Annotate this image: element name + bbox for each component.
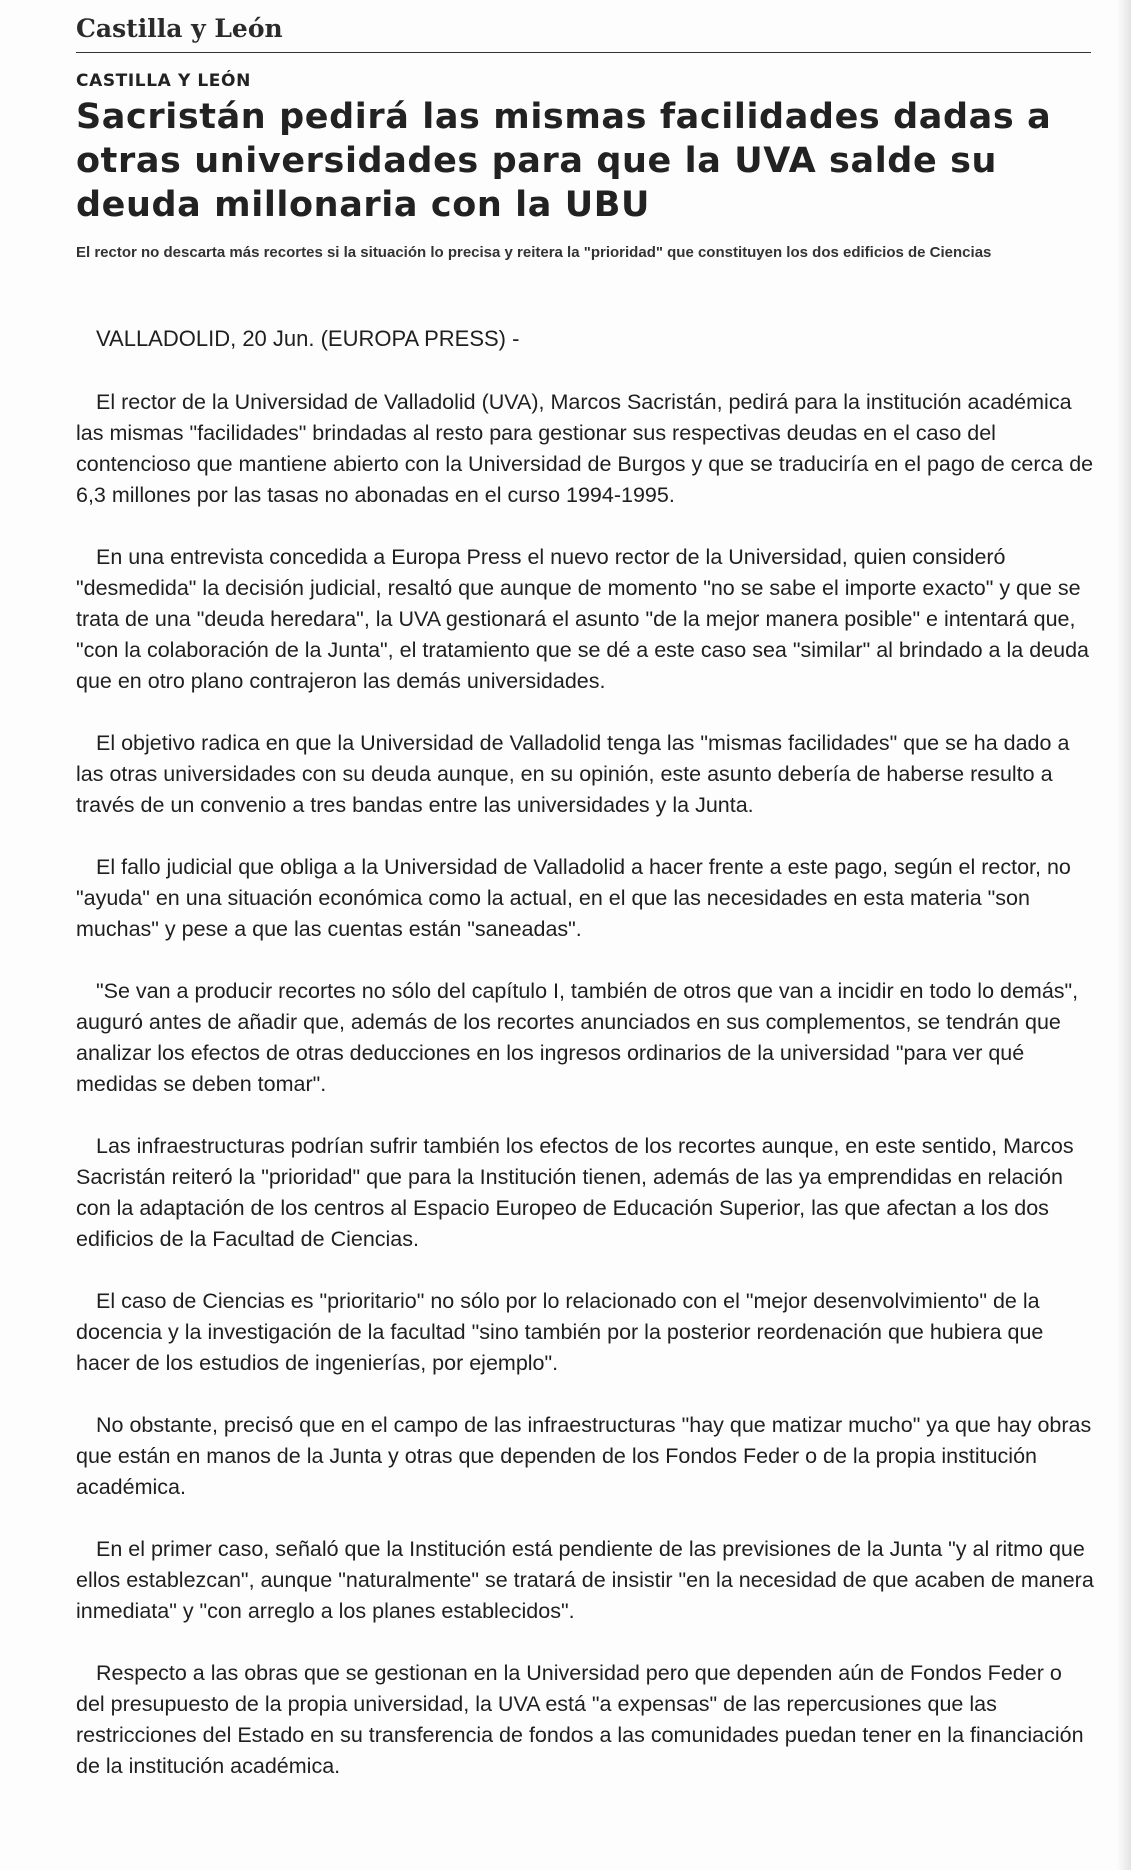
paragraph: El caso de Ciencias es "prioritario" no sólo por lo relacionado con el "mejor desenvolvimiento" de la docencia y la investigación de la facultad "sino también por la posterior reordenación que hubiera que hacer de los estudios de ingenierías, por ejemplo". <box>76 1289 1044 1375</box>
paragraph: En una entrevista concedida a Europa Press el nuevo rector de la Universidad, quien consideró "desmedida" la decisión judicial, resaltó que aunque de momento "no se sabe el importe exacto" y que se trata de una "deuda heredara", la UVA gestionará el asunto "de la mejor manera posible" e intentará que, "con la colaboración de la Junta", el tratamiento que se dé a este caso sea "similar" al brindado a la deuda que en otro plano contrajeron las demás universidades. <box>76 545 1089 693</box>
paragraph: Las infraestructuras podrían sufrir también los efectos de los recortes aunque, en este sentido, Marcos Sacristán reiteró la "prioridad" que para la Institución tienen, además de las ya emprendidas en relación con la adaptación de los centros al Espacio Europeo de Educación Superior, las que afectan a los dos edificios de la Facultad de Ciencias. <box>76 1134 1074 1251</box>
paragraph: En el primer caso, señaló que la Institución está pendiente de las previsiones de la Junta "y al ritmo que ellos establezcan", aunque "naturalmente" se tratará de insistir "en la necesidad de que acaben de manera inmediata" y "con arreglo a los planes establecidos". <box>76 1537 1094 1623</box>
scan-edge-shadow <box>1117 0 1131 1870</box>
subtitle: El rector no descarta más recortes si la situación lo precisa y reitera la "prioridad" que constituyen los dos edificios de Ciencias <box>76 244 992 261</box>
paragraph: Respecto a las obras que se gestionan en la Universidad pero que dependen aún de Fondos Feder o del presupuesto de la propia universidad, la UVA está "a expensas" de las repercusiones que las restricciones del Estado en su transferencia de fondos a las comunidades puedan tener en la financiación de la institución académica. <box>76 1661 1084 1778</box>
headline: Sacristán pedirá las mismas facilidades dadas a otras universidades para que la UVA salde su deuda millonaria con la UBU <box>76 97 1052 225</box>
article-body <box>76 387 1096 1813</box>
section-header: Castilla y León <box>76 14 283 43</box>
paragraph: El rector de la Universidad de Valladolid (UVA), Marcos Sacristán, pedirá para la institución académica las mismas "facilidades" brindadas al resto para gestionar sus respectivas deudas en el caso del contencioso que mantiene abierto con la Universidad de Burgos y que se traduciría en el pago de cerca de 6,3 millones por las tasas no abonadas en el curso 1994-1995. <box>76 390 1094 507</box>
header-rule <box>76 52 1091 53</box>
dateline: VALLADOLID, 20 Jun. (EUROPA PRESS) - <box>96 326 520 351</box>
paragraph: No obstante, precisó que en el campo de las infraestructuras "hay que matizar mucho" ya que hay obras que están en manos de la Junta y otras que dependen de los Fondos Feder o de la propia institución académica. <box>76 1413 1092 1499</box>
paragraph: El fallo judicial que obliga a la Universidad de Valladolid a hacer frente a este pago, según el rector, no "ayuda" en una situación económica como la actual, en el que las necesidades en esta materia "son muchas" y pese a que las cuentas están "saneadas". <box>76 855 1071 941</box>
kicker: CASTILLA Y LEÓN <box>76 71 251 91</box>
paragraph: El objetivo radica en que la Universidad de Valladolid tenga las "mismas facilidades" que se ha dado a las otras universidades con su deuda aunque, en su opinión, este asunto debería de haberse resulto a través de un convenio a tres bandas entre las universidades y la Junta. <box>76 731 1070 817</box>
paragraph: "Se van a producir recortes no sólo del capítulo I, también de otros que van a incidir en todo lo demás", auguró antes de añadir que, además de los recortes anunciados en sus complementos, se tendrán que analizar los efectos de otras deducciones en los ingresos ordinarios de la universidad "para ver qué medidas se deben tomar". <box>76 979 1079 1096</box>
